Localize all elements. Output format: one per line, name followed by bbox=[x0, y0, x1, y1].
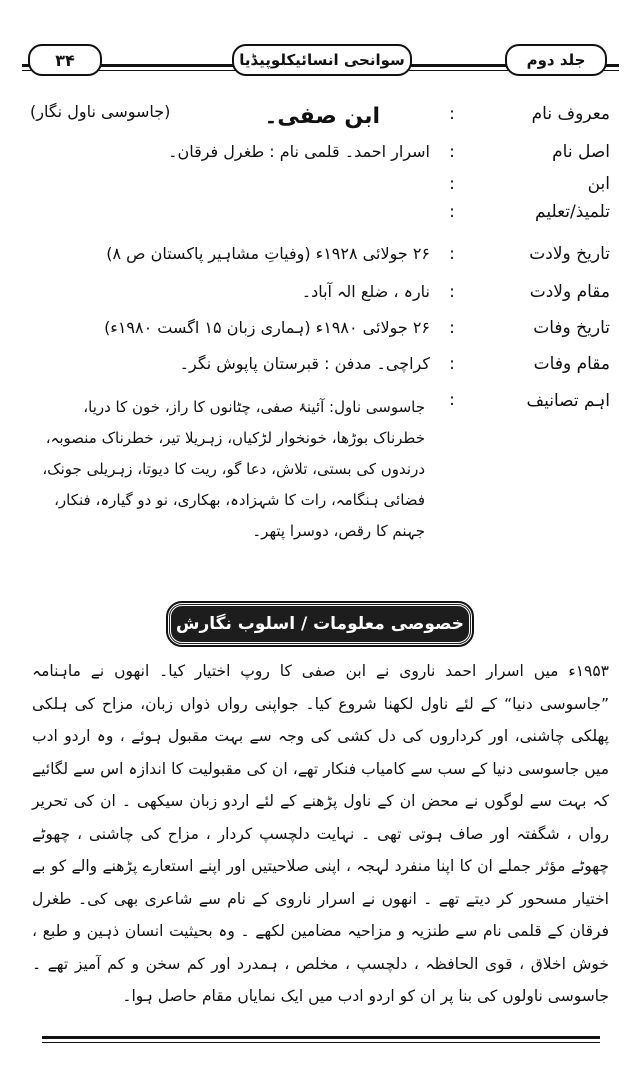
colon: : bbox=[449, 318, 455, 338]
colon: : bbox=[449, 174, 455, 194]
known-name-annotation: (جاسوسی ناول نگار) bbox=[30, 102, 171, 121]
biodata-label: اہم تصانیف bbox=[526, 391, 610, 411]
known-name-value: ابن صفی۔ bbox=[264, 104, 380, 129]
biodata-value: ۲۶ جولائی ۱۹۸۰ء (ہماری زبان ۱۵ اگست ۱۹۸۰ء) bbox=[104, 318, 430, 337]
section-heading: خصوصی معلومات / اسلوب نگارش bbox=[168, 603, 472, 645]
biodata-label: اصل نام bbox=[552, 142, 610, 162]
footer-rule bbox=[42, 1036, 600, 1039]
biodata-label: تاریخ وفات bbox=[533, 318, 610, 338]
colon: : bbox=[449, 390, 455, 410]
footer-rule-thin bbox=[42, 1042, 600, 1043]
colon: : bbox=[449, 354, 455, 374]
works-list: جاسوسی ناول: آئینۂ صفی، چٹانوں کا راز، خون کا دریا، خطرناک بوڑھا، خونخوار لڑکیاں، زہریلا تیر، خطرناک منصوبہ، درندوں کی بستی، تلاش، دعا گو، ریت کا دیوتا، زہریلی جونک، فضائی ہنگامہ، رات کا شہزادہ، بھکاری، نو دو گیارہ، فنکار، جہنم کا رقص، دوسرا پتھر۔ bbox=[42, 398, 425, 540]
biodata-row-death-date bbox=[40, 318, 610, 352]
biodata-row-birth-place bbox=[40, 282, 610, 316]
biodata-label: تاریخ ولادت bbox=[529, 244, 610, 264]
biodata-value: ۲۶ جولائی ۱۹۲۸ء (وفیاتِ مشاہیر پاکستان ص ۸) bbox=[106, 244, 430, 263]
colon: : bbox=[449, 202, 455, 222]
body-paragraph: ۱۹۵۳ء میں اسرار احمد ناروی نے ابن صفی کا روپ اختیار کیا۔ انھوں نے ماہنامہ ”جاسوسی دنیا“ کے لئے ناول لکھنا شروع کیا۔ جواپنی رواں ذواں زبان، مزاح کی ہلکی پھلکی چاشنی، اور کرداروں کی دل کشی کی وجہ سے بہت مقبول ہوئے ، وہ اردو ادب میں جاسوسی دنیا کے سب سے کامیاب فنکار تھے، ان کی مقبولیت کا اندازہ اس سے لگائیے کہ بہت سے لوگوں نے محض ان کے ناول پڑھنے کے لئے اردو زبان سیکھی ۔ ان کی تحریر رواں ، شگفتہ اور صاف ہوتی تھی ۔ نہایت دلچسپ کردار ، مزاح کی چاشنی ، چھوٹے چھوٹے مؤثر جملے ان کا اپنا منفرد لہجہ ، اپنی صلاحیتیں اور اپنے استعارے پڑھنے والے کو بے اختیار مسحور کر دیتے تھے ۔ انھوں نے اسرار ناروی کے نام سے شاعری بھی کی۔ طغرل فرقان کے قلمی نام سے طنزیہ و مزاحیہ مضامین لکھے ۔ وہ بحیثیت انسان ذہین و طبع ، خوش اخلاق ، قوی الحافظہ ، دلچسپ ، مخلص ، ہمدرد اور کم سخن و کم آمیز تھے ۔ جاسوسی ناولوں کی بنا پر ان کو اردو ادب میں ایک نمایاں مقام حاصل ہوا۔ bbox=[32, 662, 609, 1005]
biodata-row-birth-date bbox=[40, 244, 610, 278]
colon: : bbox=[449, 282, 455, 302]
biodata-value: اسرار احمد۔ قلمی نام : طغرل فرقان۔ bbox=[168, 142, 430, 161]
biodata-row-education bbox=[40, 202, 610, 236]
biodata-label: تلمیذ/تعلیم bbox=[535, 202, 610, 222]
colon: : bbox=[449, 104, 455, 124]
colon: : bbox=[449, 142, 455, 162]
biodata-label: مقام وفات bbox=[533, 354, 610, 374]
volume-label: جلد دوم bbox=[505, 44, 607, 76]
biodata-row-real-name bbox=[40, 142, 610, 176]
biodata-label: مقام ولادت bbox=[529, 282, 610, 302]
colon: : bbox=[449, 244, 455, 264]
page-number: ۳۴ bbox=[28, 44, 102, 76]
biodata-value: کراچی۔ مدفن : قبرستان پاپوش نگر۔ bbox=[179, 354, 430, 373]
biodata-label: معروف نام bbox=[531, 104, 610, 124]
book-title: سوانحی انسائیکلوپیڈیا bbox=[232, 44, 412, 76]
biodata-label: ابن bbox=[587, 174, 610, 194]
biodata-value: نارہ ، ضلع الہ آباد۔ bbox=[301, 282, 430, 301]
biodata-row-death-place bbox=[40, 354, 610, 388]
